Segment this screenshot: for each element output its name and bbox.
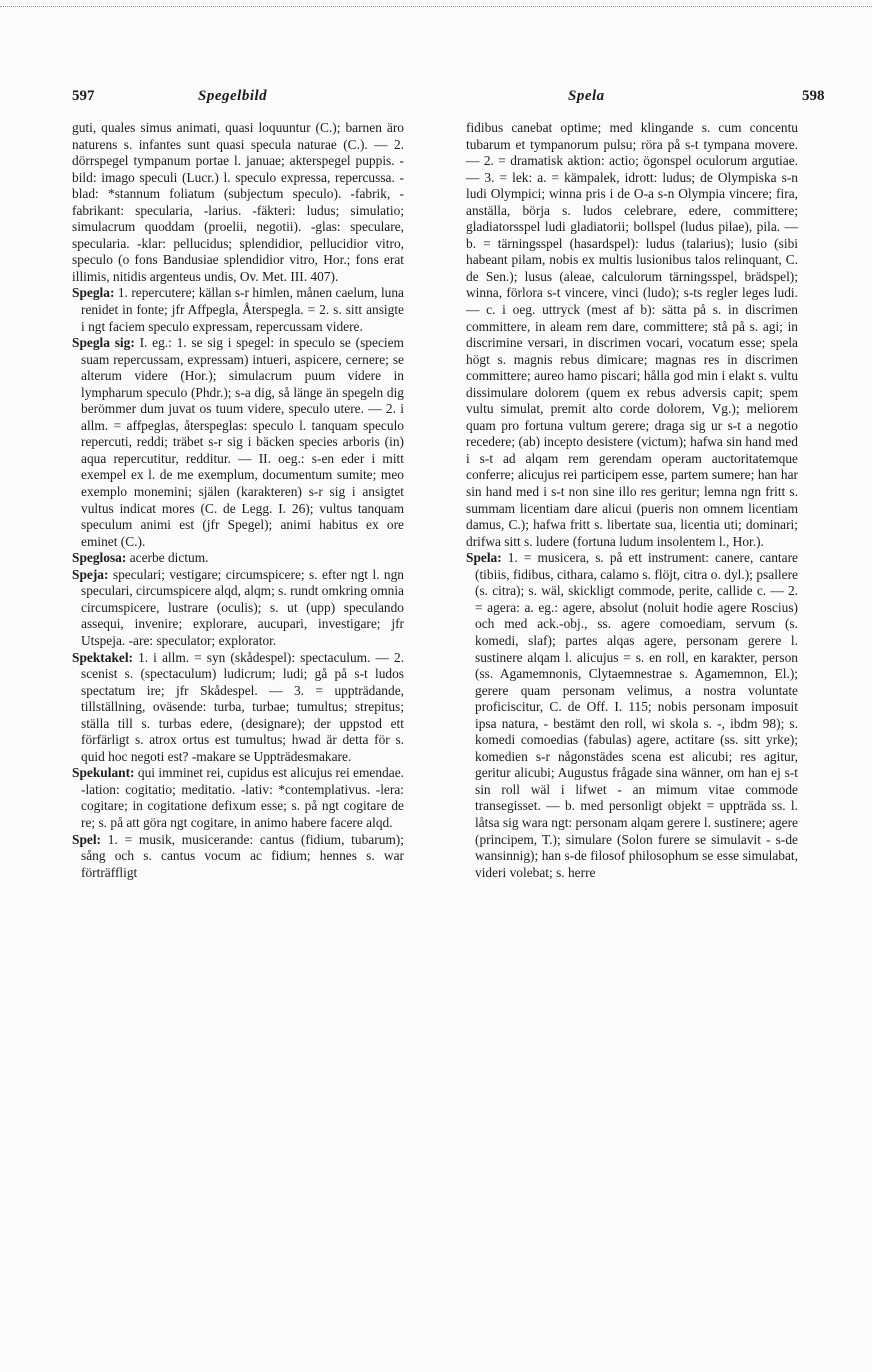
dictionary-entry: [72, 832, 404, 882]
left-running-headword: Spegelbild: [198, 88, 268, 104]
dictionary-entry: [72, 285, 404, 335]
left-page-number: 597: [72, 88, 95, 104]
top-edge-rule: [0, 0, 872, 7]
entry-text: qui imminet rei, cupidus est alicujus rei emendae. -lation: cogitatio; meditatio. -lativ: *contemplativus. -lera: cogitare; in cogitatione defixum esse; s. på ngt cogitare de re; s. på att göra ngt cogitare, in animo habere facere alqd.: [81, 765, 404, 830]
entry-text: acerbe dictum.: [129, 550, 209, 566]
dictionary-entry: [72, 550, 404, 567]
entry-continuation: [466, 120, 798, 550]
entry-headword: Spegla:: [72, 285, 115, 301]
entry-continuation: [72, 120, 404, 285]
entry-text: guti, quales simus animati, quasi loquuntur (C.); barnen äro naturens s. infantes sunt quasi specula naturae (C.). — 2. dörrspegel tympanum portae l. januae; akterspegel puppis. -bild: imago speculi (Lucr.) l. speculo expressa, repercussa. -blad: *stannum foliatum (subjectum speculo). -fabrik, -fabrikant: specularia, -larius. -fäkteri: ludus; simulatio; simulacrum quoddam (proelii, negotii). -glas: speculare, specularia. -klar: pellucidus; splendidior, pellucidior vitro, speculo (o fons Bandusiae splendidior vitro, Hor.; fons erat illimis, nitidis argenteus undis, Ov. Met. III. 407).: [72, 120, 404, 284]
entry-headword: Speglosa:: [72, 550, 127, 566]
right-column: [466, 120, 798, 881]
entry-headword: Spektakel:: [72, 649, 134, 665]
dictionary-entry: [72, 335, 404, 550]
dictionary-entry: [466, 550, 798, 881]
entry-text: 1. = musik, musicerande: cantus (fidium, tubarum); sång och s. cantus vocum ac fidium; hennes s. war förträffligt: [81, 831, 404, 880]
dictionary-entry: [72, 567, 404, 650]
entry-text: I. eg.: 1. se sig i spegel: in speculo se (speciem suam repercussam, expressam) intueri, aspicere, cernere; se alterum videre (Hor.); simulacrum puum videre in lympharum speculo (Phdr.); s-a dig, så länge än spegeln dig berömmer dum juvat os tuum videre, speculo utere. — 2. i allm. = affpeglas, återspeglas: speculo l. tanquam speculo repercuti, reddi; träbet s-r sig i bäcken species arboris (in) aqua repercutitur, redditur. — II. oeg.: s-en eder i mitt exempel ex l. de me exemplum, documentum sumite; meo exemplo monemini; själen (karakteren) s-r sig i ansigtet vultus indicat mores (C. de Legg. I. 26); vultus tanquam speculum animi est (jfr Spegel); animi habitus ex ore eminet (C.).: [81, 335, 404, 549]
entry-headword: Spel:: [72, 831, 102, 847]
entry-headword: Spela:: [466, 550, 502, 566]
right-running-headword: Spela: [568, 88, 605, 104]
entry-text: 1. = musicera, s. på ett instrument: canere, cantare (tibiis, fidibus, cithara, calamo s. flöjt, citra o. dyl.); psallere (s. citra); s. wäl, skickligt commode, perite, callide c. — 2. = agera: a. eg.: agere, absolut (noluit hodie agere Roscius) och med ack.-obj., ss. agere comoediam, servum (s. komedi, slaf); partes alqas agere, personam gerere l. sustinere alqam l. alicujus = s. en roll, en karakter, person (ss. Agamemnonis, Clytaemnestrae s. Agamemnon, El.); gerere quam personam velimus, a nostra voluntate proficiscitur, C. de Off. I. 115; nobis personam imposuit ipsa natura, - bestämt den roll, wi skola s. -, ibdm 98); s. komedi comoedias (fabulas) agere, actitare (ss. sitt yrke); komedien s-r någonstädes scena est alicubi; res agitur, geritur alicubi; Augustus frågade sina wänner, om han ej s-t sin roll wäl i lifwet - an mimum vitae commode transegisset. — b. med personligt objekt = uppträda ss. l. låtsa sig wara ngt: personam alqam gerere l. sustinere; agere (principem, T.); simulare (Solon furere se simulavit - s-de wansinnig); han s-de filosof philosophum se esse simulabat, videri volebat; s. herre: [475, 550, 798, 880]
left-column: [72, 120, 404, 881]
entry-headword: Spekulant:: [72, 765, 135, 781]
right-page-number: 598: [802, 88, 825, 104]
entry-text: fidibus canebat optime; med klingande s. cum concentu tubarum et tympanorum pulsu; röra på s-t tympana movere. — 2. = dramatisk aktion: actio; ögonspel oculorum argutiae. — 3. = lek: a. = kämpalek, idrott: ludus; de Olympiska s-n ludi Olympici; winna pris i de O-a s-n Olympia vincere; fira, anställa, börja s. ludos celebrare, edere, committere; gladiatorsspel ludi gladiatorii; bollspel (ludus pilae), pila. — b. = tärningsspel (hasardspel): ludus (talarius); lusio (sibi habeant pilam, nobis ex multis lusionibus talos relinquant, C. de Sen.); lusus (aleae, calculorum tärningsspel, brädspel); winna, förlora s-t vincere, vinci (ludo); s-ts regler leges ludi. — c. i oeg. uttryck (mest af b): sätta på s. in discrimen committere, in aleam rem dare, committere; stå på s. agi; in discrimine versari, in discrimen vocari, vocatum esse; spela högt s. magnis rebus dimicare; magnas res in discrimen committere; aureo hamo piscari; hålla god min i elakt s. vultu dissimulare dolorem (quem ex rebus adversis capit; spem vultu simulat, premit alto corde dolorem, Vg.); meliorem quam pro fortuna vultum gerere; draga sig ur s-t a negotio recedere; (ab) incepto desistere (victum); hafwa sin hand med i s-t ad alqam rem gerendam operam auctoritatemque conferre; alicujus rei participem esse, partem sumere; han har sin hand med i s-t non sine illo res geritur; lemna ngn fritt s. summam licentiam dare alicui (pueris non omnem licentiam damus, C.); hafwa fritt s. libertate sua, licentia uti; dominari; drifwa sitt s. ludere (fortuna ludum insolentem l., Hor.).: [466, 120, 798, 549]
entry-text: speculari; vestigare; circumspicere; s. efter ngt l. ngn speculari, circumspicere alqd, alqm; s. rundt omkring omnia circumspicere, lustrare (oculis); s. ut (upp) speculando assequi, invenire; explorare, aucupari, investigare; jfr Utspeja. -are: speculator; explorator.: [81, 566, 404, 648]
entry-text: 1. i allm. = syn (skådespel): spectaculum. — 2. scenist s. (spectaculum) ludicrum; ludi; gå på s-t ludos spectatum ire; jfr Skådespel. — 3. = uppträdande, tillställning, oväsende: turba, turbae; tumultus; strepitus; ställa till s. turbas edere, (designare); der uppstod ett förfärligt s. atrox ortus est tumultus; hwad är detta för s. quid hoc negoti est? -makare se Uppträdesmakare.: [81, 649, 404, 764]
entry-headword: Spegla sig:: [72, 335, 135, 351]
entry-text: 1. repercutere; källan s-r himlen, månen caelum, luna renidet in fonte; jfr Affpegla, Återspegla. = 2. s. sitt ansigte i ngt faciem speculo expressam, repercussam videre.: [81, 285, 404, 334]
dictionary-entry: [72, 650, 404, 766]
entry-headword: Speja:: [72, 566, 109, 582]
dictionary-entry: [72, 765, 404, 831]
